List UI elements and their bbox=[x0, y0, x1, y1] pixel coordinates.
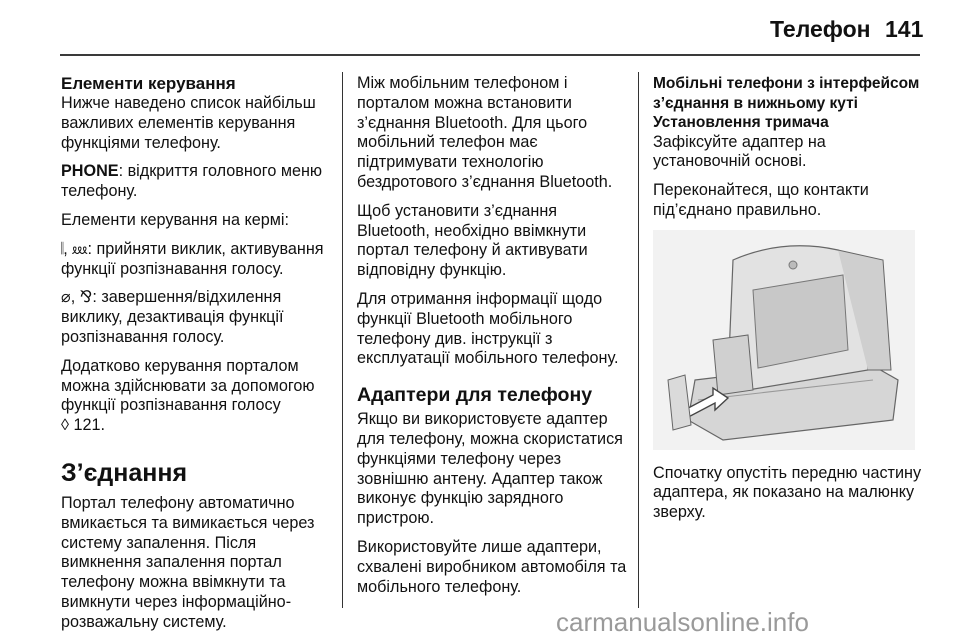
additional-text: Додатково керування порталом можна здійснювати за допомогою функції розпізнавання голосу bbox=[61, 356, 315, 415]
page-number: 141 bbox=[885, 16, 924, 42]
install-holder-subheading: Установлення тримача bbox=[653, 114, 829, 131]
approved-adapters-paragraph: Використовуйте лише адаптери, схвалені виробником автомобіля та мобільного телефону. bbox=[357, 537, 627, 596]
reference-icon: ◊ bbox=[61, 416, 69, 435]
answer-call-icon: 𝄁, ⅏ bbox=[61, 239, 88, 258]
page-header bbox=[0, 0, 960, 58]
figure-caption: Спочатку опустіть передню частину адаптера, як показано на малюнку зверху. bbox=[653, 463, 922, 522]
install-paragraph: Зафіксуйте адаптер на установочній основі. bbox=[653, 132, 826, 171]
page-title: Телефон bbox=[770, 16, 871, 42]
steering-controls-text: Елементи керування на кермі: bbox=[61, 210, 289, 229]
end-controls-paragraph bbox=[61, 288, 333, 347]
phone-key-label: PHONE bbox=[61, 162, 119, 181]
end-call-text: : завершення/відхилення виклику, дезактивація функції розпізнавання голосу. bbox=[61, 288, 284, 346]
answer-controls-paragraph bbox=[61, 240, 333, 280]
adapter-illustration-icon bbox=[653, 230, 915, 450]
adapters-heading: Адаптери для телефону bbox=[357, 384, 593, 407]
column-divider-1 bbox=[342, 72, 343, 608]
column-divider-2 bbox=[638, 72, 639, 608]
bottom-connector-heading: Мобільні телефони з інтерфейсом з’єднання в нижньому куті bbox=[653, 75, 920, 112]
adapters-paragraph: Якщо ви використовуєте адаптер для телефону, можна скористатися функціями телефону через зовнішню антену. Адаптер також виконує функцію зарядного пристрою. bbox=[357, 410, 623, 528]
column-2 bbox=[357, 74, 629, 606]
bluetooth-info-paragraph: Для отримання інформації щодо функції Bluetooth мобільного телефону див. інструкції з експлуатації мобільного телефону. bbox=[357, 289, 619, 368]
phone-key-text: : відкриття головного меню телефону. bbox=[61, 162, 323, 201]
connection-text: Портал телефону автоматично вмикається та вимикається через систему запалення. Після вимкнення запалення портал телефону можна ввімкнути та вимкнути через інформаційно-розважальну систему. bbox=[61, 493, 315, 631]
header-rule bbox=[60, 54, 920, 56]
bluetooth-setup-paragraph: Щоб установити з’єднання Bluetooth, необхідно ввімкнути портал телефону й активувати відповідну функцію. bbox=[357, 201, 588, 280]
end-call-icon: ⌀, ⅋ bbox=[61, 288, 93, 307]
adapter-illustration bbox=[653, 230, 915, 450]
watermark: carmanualsonline.info bbox=[556, 607, 809, 637]
contacts-paragraph: Переконайтеся, що контакти під’єднано правильно. bbox=[653, 181, 869, 219]
connection-heading: З’єднання bbox=[61, 458, 188, 487]
column-3 bbox=[653, 74, 923, 532]
additional-controls-paragraph bbox=[61, 357, 333, 436]
phone-key-paragraph bbox=[61, 162, 333, 202]
column-1 bbox=[61, 74, 333, 642]
controls-intro: Нижче наведено список найбільш важливих елементів керування функціями телефону. bbox=[61, 94, 316, 152]
controls-heading: Елементи керування bbox=[61, 74, 236, 93]
answer-call-text: : прийняти виклик, активування функції розпізнавання голосу. bbox=[61, 239, 324, 278]
reference-page: 121. bbox=[73, 416, 106, 435]
bluetooth-paragraph: Між мобільним телефоном і порталом можна встановити з’єднання Bluetooth. Для цього мобільний телефон має підтримувати технологію бездротового з’єднання Bluetooth. bbox=[357, 74, 613, 191]
